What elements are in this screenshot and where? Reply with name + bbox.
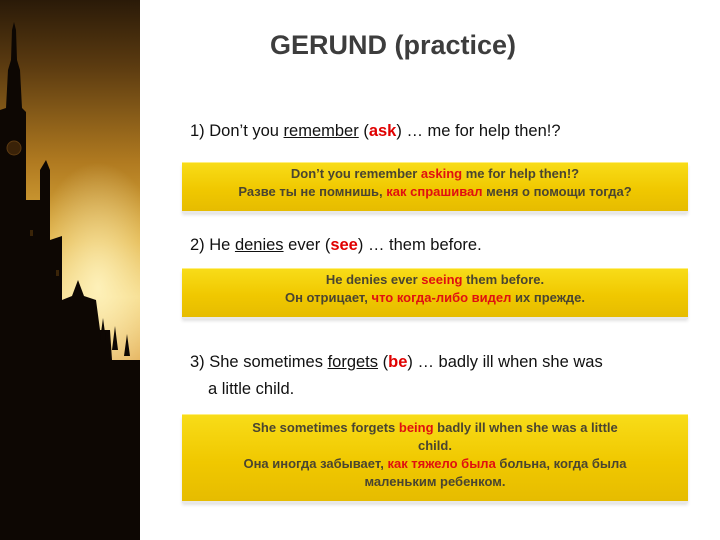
answer-2-en-prefix: He denies ever xyxy=(325,272,422,287)
question-3-line2: a little child. xyxy=(208,380,295,398)
answer-2-en-key: seeing xyxy=(421,272,463,287)
answer-2-en-suffix: them before. xyxy=(462,272,545,287)
question-1-suffix: ) … me for help then!? xyxy=(396,122,561,140)
question-2-hint: see xyxy=(330,236,358,254)
answer-1-en-prefix: Don’t you remember xyxy=(290,166,421,181)
question-1-verb: remember xyxy=(283,122,359,140)
answer-1-en-suffix: me for help then!? xyxy=(462,166,580,181)
answer-3-russian xyxy=(182,455,688,473)
answer-3-english-line2: child. xyxy=(418,438,452,453)
answer-box-1 xyxy=(182,162,688,211)
answer-2-russian xyxy=(182,289,688,307)
answer-1-english xyxy=(182,165,688,183)
question-3-suffix: ) … badly ill when she was xyxy=(407,353,603,371)
answer-box-2 xyxy=(182,268,688,317)
question-3-verb: forgets xyxy=(327,353,379,371)
answer-3-en-suffix: badly ill when she was a little xyxy=(433,420,618,435)
answer-2-ru-suffix: их прежде. xyxy=(511,290,585,305)
answer-2-ru-key: что когда-либо видел xyxy=(371,290,512,305)
answer-3-russian-line2: маленьким ребенком. xyxy=(364,474,506,489)
answer-1-ru-suffix: меня о помощи тогда? xyxy=(482,184,632,199)
question-2-verb: denies xyxy=(234,236,284,254)
answer-1-russian xyxy=(182,183,688,201)
answer-2-english xyxy=(182,271,688,289)
answer-3-ru-suffix: больна, когда была xyxy=(495,456,627,471)
question-3-prefix: 3) She sometimes xyxy=(190,353,328,371)
answer-3-english xyxy=(182,419,688,437)
answer-1-ru-prefix: Разве ты не помнишь, xyxy=(238,184,387,199)
big-ben-sunset-photo xyxy=(0,0,140,540)
question-1 xyxy=(190,119,561,143)
question-3 xyxy=(190,350,603,374)
question-3-hint: be xyxy=(388,353,408,371)
question-2 xyxy=(190,233,482,257)
answer-1-ru-key: как спрашивал xyxy=(386,184,483,199)
answer-3-en-prefix: She sometimes forgets xyxy=(252,420,399,435)
answer-3-ru-key: как тяжело была xyxy=(387,456,496,471)
answer-2-ru-prefix: Он отрицает, xyxy=(284,290,372,305)
answer-box-3 xyxy=(182,414,688,501)
answer-1-en-key: asking xyxy=(420,166,463,181)
page-title: GERUND (practice) xyxy=(270,30,517,60)
answer-3-ru-prefix: Она иногда забывает, xyxy=(243,456,388,471)
question-2-prefix: 2) He xyxy=(190,236,235,254)
question-1-mid: ( xyxy=(358,122,369,140)
question-2-suffix: ) … them before. xyxy=(357,236,482,254)
question-3-mid: ( xyxy=(378,353,389,371)
question-1-prefix: 1) Don’t you xyxy=(190,122,284,140)
question-2-mid: ever ( xyxy=(283,236,331,254)
answer-3-en-key: being xyxy=(398,420,434,435)
question-1-hint: ask xyxy=(368,122,397,140)
